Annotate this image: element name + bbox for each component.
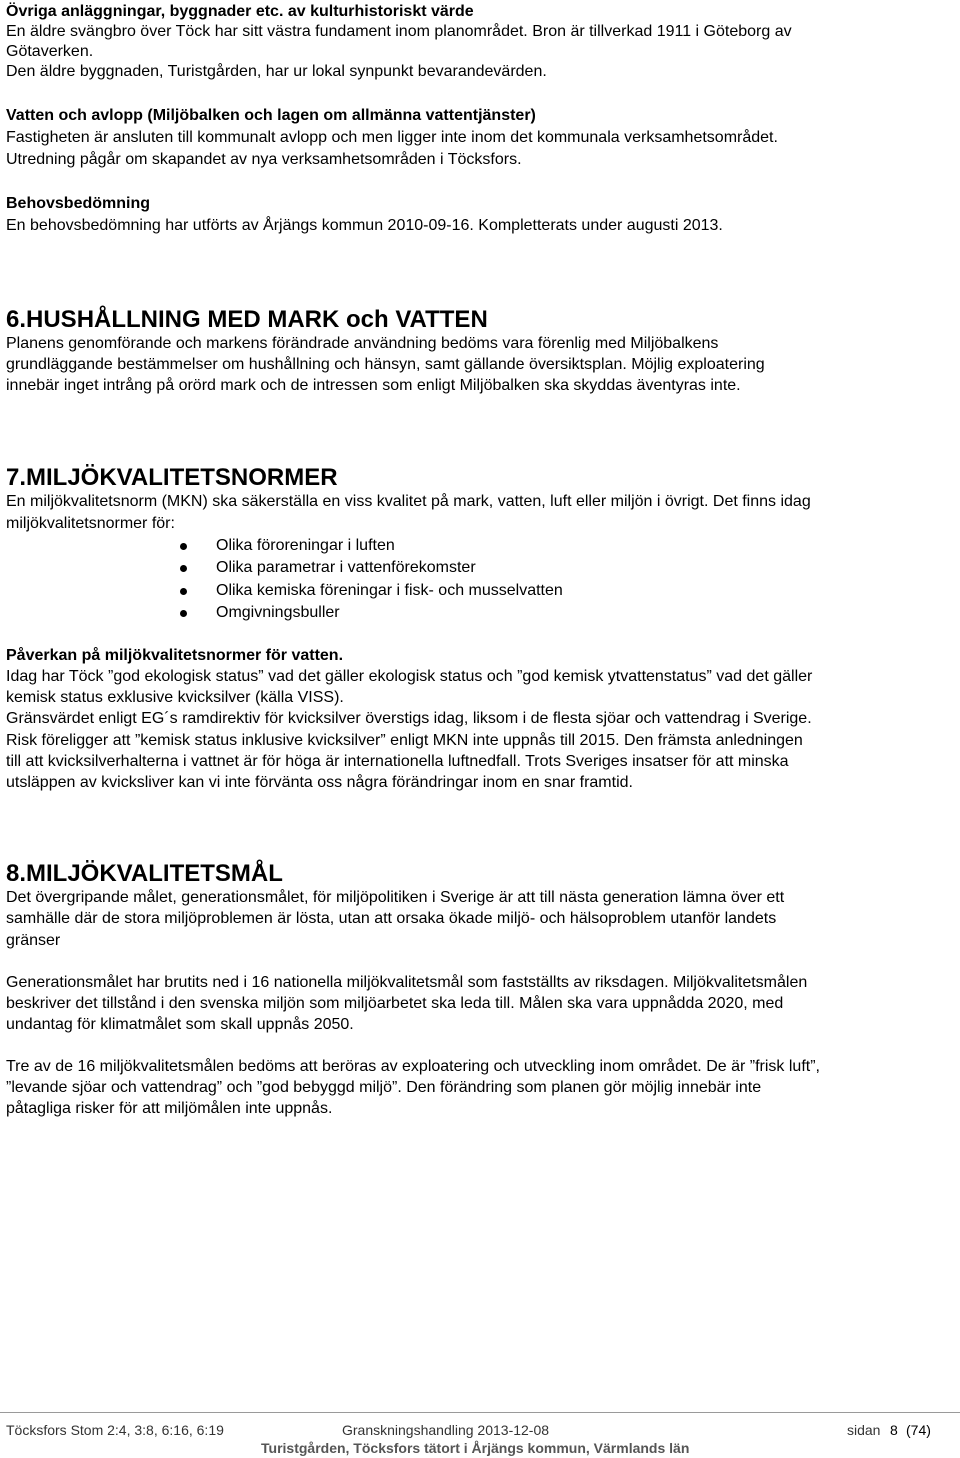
list-item: Omgivningsbuller (216, 604, 340, 621)
section-heading-vatten-avlopp: Vatten och avlopp (Miljöbalken och lagen om allmänna vattentjänster) (6, 107, 536, 124)
paragraph-line: Gränsvärdet enligt EG´s ramdirektiv för kvicksilver överstigs idag, liksom i de flesta sjöar och vattendrag i Sverige. (6, 710, 812, 727)
paragraph-line: Fastigheten är ansluten till kommunalt avlopp och men ligger inte inom det kommunala verksamhetsområdet. (6, 129, 778, 146)
paragraph-line: Den äldre byggnaden, Turistgården, har ur lokal synpunkt bevarandevärden. (6, 63, 547, 80)
paragraph-line: kemisk status exklusive kvicksilver (källa VISS). (6, 689, 344, 706)
footer-page-number: 8 (890, 1422, 898, 1438)
paragraph-line: gränser (6, 932, 61, 949)
section-heading-behovsbedomning: Behovsbedömning (6, 195, 151, 212)
chapter-heading-6: 6.HUSHÅLLNING MED MARK och VATTEN (6, 306, 488, 333)
paragraph-line: En äldre svängbro över Töck har sitt västra fundament inom planområdet. Bron är tillverkad 1911 i Göteborg av (6, 23, 792, 40)
paragraph-line: Tre av de 16 miljökvalitetsmålen bedöms att beröras av exploatering och utveckling inom området. De är ”frisk luft”, (6, 1058, 820, 1075)
paragraph-line: innebär inget intrång på orörd mark och de intressen som enligt Miljöbalken ska skyddas äventyras inte. (6, 377, 741, 394)
bullet-icon (180, 610, 187, 617)
paragraph-line: till att kvicksilverhalterna i vattnet är för höga är internationella luftnedfall. Trots Sveriges insatser för att minska (6, 753, 789, 770)
paragraph-line: Risk föreligger att ”kemisk status inklusive kvicksilver” enligt MKN inte uppnås till 2015. Den främsta anledningen (6, 732, 803, 749)
bullet-icon (180, 565, 187, 572)
paragraph-line: Det övergripande målet, generationsmålet, för miljöpolitiken i Sverige är att till nästa generation lämna över ett (6, 889, 785, 906)
paragraph-line: miljökvalitetsnormer för: (6, 515, 175, 532)
paragraph-line: påtagliga risker för att miljömålen inte uppnås. (6, 1100, 333, 1117)
paragraph-line: Planens genomförande och markens förändrade användning bedöms vara förenlig med Miljöbalkens (6, 335, 719, 352)
chapter-heading-7: 7.MILJÖKVALITETSNORMER (6, 464, 338, 491)
footer-property: Töcksfors Stom 2:4, 3:8, 6:16, 6:19 (6, 1422, 224, 1438)
footer-document-status: Granskningshandling 2013-12-08 (342, 1422, 550, 1438)
paragraph-line: utsläppen av kvicksliver kan vi inte förvänta oss några förändringar inom en snar framtid. (6, 774, 633, 791)
paragraph-line: Idag har Töck ”god ekologisk status” vad det gäller ekologisk status och ”god kemisk ytvattenstatus” vad det gäller (6, 668, 813, 685)
footer-page-label: sidan (847, 1422, 881, 1438)
list-item: Olika kemiska föreningar i fisk- och musselvatten (216, 582, 563, 599)
chapter-heading-8: 8.MILJÖKVALITETSMÅL (6, 860, 283, 887)
footer-page-total: (74) (906, 1422, 931, 1438)
bullet-icon (180, 588, 187, 595)
paragraph-line: samhälle där de stora miljöproblemen är lösta, utan att orsaka ökade miljö- och hälsoproblem utanför landets (6, 910, 777, 927)
paragraph-line: Götaverken. (6, 43, 94, 60)
paragraph-line: En behovsbedömning har utförts av Årjängs kommun 2010-09-16. Kompletterats under augusti 2013. (6, 217, 723, 234)
paragraph-line: Generationsmålet har brutits ned i 16 nationella miljökvalitetsmål som fastställts av riksdagen. Miljökvalitetsmålen (6, 974, 808, 991)
subsection-heading-paverkan: Påverkan på miljökvalitetsnormer för vatten. (6, 647, 344, 664)
paragraph-line: Utredning pågår om skapandet av nya verksamhetsområden i Töcksfors. (6, 151, 522, 168)
footer-subtitle: Turistgården, Töcksfors tätort i Årjängs kommun, Värmlands län (261, 1440, 690, 1456)
paragraph-line: En miljökvalitetsnorm (MKN) ska säkerställa en viss kvalitet på mark, vatten, luft eller miljön i övrigt. Det finns idag (6, 493, 811, 510)
list-item: Olika parametrar i vattenförekomster (216, 559, 476, 576)
paragraph-line: grundläggande bestämmelser om hushållning och hänsyn, samt gällande översiktsplan. Möjlig exploatering (6, 356, 765, 373)
footer-divider (0, 1412, 960, 1413)
section-heading-ovriga: Övriga anläggningar, byggnader etc. av kulturhistoriskt värde (6, 3, 474, 20)
list-item: Olika föroreningar i luften (216, 537, 395, 554)
paragraph-line: ”levande sjöar och vattendrag” och ”god bebyggd miljö”. Den förändring som planen gör möjlig innebär inte (6, 1079, 762, 1096)
bullet-icon (180, 543, 187, 550)
paragraph-line: undantag för klimatmålet som skall uppnås 2050. (6, 1016, 354, 1033)
paragraph-line: beskriver det tillstånd i den svenska miljön som miljöarbetet ska leda till. Målen ska vara uppnådda 2020, med (6, 995, 784, 1012)
